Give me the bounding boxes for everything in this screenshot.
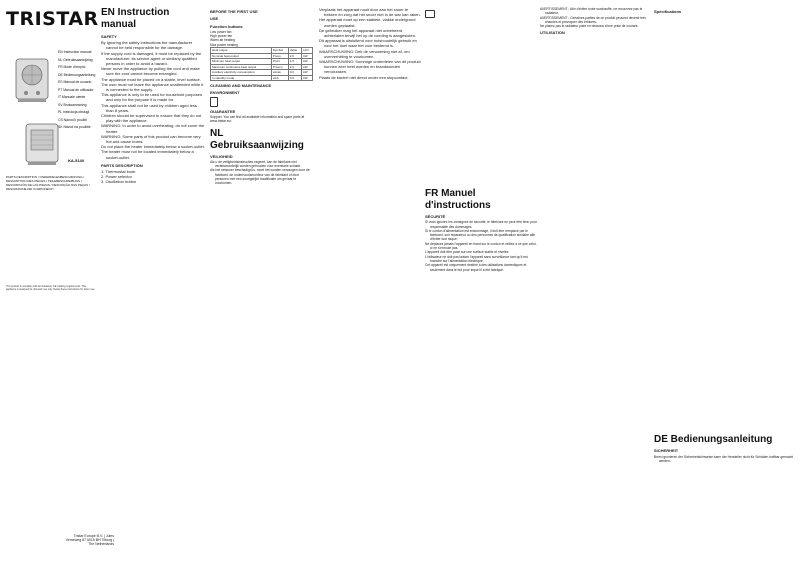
nl-bullet: Plaats de kachel niet direct onder een stopcontact. <box>319 74 409 80</box>
en-bullet: The user must not leave the appliance unattended while it is connected to the supply. <box>101 81 204 93</box>
nl-bullet: Dit apparaat is uitsluitend voor huishoudelijk gebruik en voor het doel waar het voor bestemd is. <box>319 38 417 49</box>
en-bullet: The heater must not be located immediately below a socket-outlet. <box>101 149 194 160</box>
en-bullet: This appliance is only to be used for household purposes and only for the purpose it is made for. <box>101 92 202 103</box>
nl-safety-heading: VEILIGHEID <box>210 153 233 159</box>
en-before-first-use: BEFORE THE FIRST USE <box>210 9 258 14</box>
recycle-bin-icon <box>210 97 218 107</box>
part-item: 3. Oscillation button <box>101 179 137 185</box>
en-bullet: Do not place the heater immediately below a socket-outlet. <box>101 144 205 150</box>
nl-environment-icon-row <box>425 10 538 18</box>
language-list <box>58 49 95 132</box>
nl-bullet: Als het netsnoer beschadigd is, moet het worden vervangen door de fabrikant, de onderhoudsmonteur van de fabrikant of door personen met een soortgelijke kwalificatie om gevaar te voorkomen. <box>210 168 310 186</box>
nl-column <box>319 7 422 80</box>
fr-bullet: L'utilisateur ne doit pas laisser l'appareil sans surveillance tant qu'il est branché sur l'alimentation électrique. <box>425 254 528 263</box>
fr-bullet: AVERTISSEMENT : Afin d'éviter toute surchauffe, ne recouvrez pas le radiateur. <box>540 7 643 16</box>
fr-safety-heading: SÉCURITÉ <box>425 214 446 219</box>
fr-bullet: Si le cordon d'alimentation est endommagé, il doit être remplacé par le fabricant, son réparateur ou des personnes de qualification similaire afin d'éviter tout risque. <box>425 228 536 242</box>
language-item: PT Manual de utilizador <box>58 87 94 92</box>
table-row: Auxiliary electricity consumption elmax 0.0 kW <box>211 70 313 76</box>
fr-bullet: Ne déplacez jamais l'appareil en tirant sur le cordon et veillez à ce que celui-ci ne s'enroule pas. <box>425 241 537 251</box>
table-row: In standby mode elsb 0.0 kW <box>211 75 313 81</box>
fr-bullet: Cet appareil est uniquement destiné à des utilisations domestiques et seulement dans le but pour lequel il a été fabriqué. <box>425 263 527 272</box>
en-bullet: If the supply cord is damaged, it must be replaced by the manufacturer, its service agent or similarly qualified persons in order to avoid a hazard. <box>101 50 202 67</box>
en-bullet: WARNING: Some parts of this product can become very hot and cause burns. <box>101 133 201 145</box>
en-column-continued <box>210 7 313 186</box>
fr-bullet: L'appareil doit être posé sur une surface stable et nivelée. <box>425 250 510 255</box>
en-spec-table <box>210 47 313 81</box>
brand-logo: TRISTAR <box>6 8 99 30</box>
en-setting: High power fan <box>210 34 233 39</box>
part-item: 1. Thermostat knob <box>101 169 136 175</box>
language-item: SV Bruksanvisning <box>58 102 87 107</box>
table-row: Nominal heat output Pnom 2.0 kW <box>211 53 313 59</box>
nl-bullet: Het apparaat moet op een stabiele, vlakke ondergrond worden geplaatst. <box>319 17 416 28</box>
parts-description-multilang: PARTS DESCRIPTION / ONDERDELENBESCHRIJVING / DESCRIPTION DES PIÈCES / TEILEBESCHREIBUNG / DESCRIPCIÓN DE LAS PIEZAS / DESCRIÇÃO DAS PEÇAS / DESCRIZIONE DEI COMPONENTI <box>6 175 90 191</box>
fr-bullet: Ne placez pas le radiateur juste en dessous d'une prise de courant. <box>540 24 639 29</box>
ce-mark-icon <box>425 10 435 18</box>
en-use-heading: USE <box>210 16 219 22</box>
fr-title: FR Manuel d'instructions <box>425 188 491 211</box>
part-item: 2. Power selector <box>101 174 132 180</box>
en-guarantee-heading: GUARANTEE <box>210 108 236 114</box>
language-item: EN Instruction manual <box>58 50 92 54</box>
en-cleaning-heading: CLEANING AND MAINTENANCE <box>210 83 272 89</box>
en-bullet: Children should be supervised to ensure that they do not play with the appliance. <box>101 113 202 124</box>
en-title: EN Instruction manual <box>101 7 170 30</box>
nl-bullet: Verplaats het apparaat nooit door aan het snoer te trekken en zorg dat het snoer niet in de war kan raken. <box>319 7 421 18</box>
language-item: CS Návod k použití <box>58 117 88 122</box>
language-item: NL Gebruiksaanwijzing <box>58 57 93 62</box>
en-setting: Max power heating <box>210 42 238 47</box>
language-item: ES Manual de usuario <box>58 80 92 84</box>
en-safety-heading: SAFETY <box>101 34 117 39</box>
nl-title: NL Gebruiksaanwijzing <box>210 127 304 151</box>
de-safety-heading: SICHERHEIT <box>654 448 679 454</box>
company-address: Tristar Europe B.V. | Jules Verneweg 87 5015 BH Tilburg | The Netherlands <box>65 534 114 547</box>
en-function-buttons: Function buttons <box>210 23 243 29</box>
en-bullet: By ignoring the safety instructions the manufacturer cannot be held responsible for the damage. <box>101 40 193 51</box>
fr-specs-heading: Spécifications <box>654 9 682 14</box>
model-number: KA-5140 <box>68 158 85 163</box>
heater-back-illustration <box>22 120 62 168</box>
language-item: DE Bedienungsanleitung <box>58 72 96 77</box>
language-item: PL Instrukcja obsługi <box>58 110 90 114</box>
heater-front-illustration <box>12 55 52 105</box>
table-row: Maximum continuous heat output Pmax,c 2.0 kW <box>211 64 313 70</box>
nl-bullet: WAARSCHUWING: Sommige onderdelen van dit product kunnen zeer heet worden en brandwonden veroorzaken. <box>319 59 421 75</box>
table-row: Heat output Symbol Value Unit <box>211 48 313 54</box>
fr-use-heading: UTILISATION <box>540 30 565 36</box>
parts-heading: PARTS DESCRIPTION <box>101 162 143 168</box>
fr-bullet: AVERTISSEMENT : Certaines parties de ce produit peuvent devenir très chaudes et provoquer des brûlures. <box>540 15 646 24</box>
nl-column-continued <box>425 7 538 272</box>
language-item: SK Návod na použitie <box>58 125 91 129</box>
en-bullet: The appliance must be placed on a stable, level surface. <box>101 76 201 82</box>
nl-bullet: WAARSCHUWING: Dek de verwarming niet af, om oververhitting te voorkomen. <box>319 48 410 59</box>
en-setting: Low power fan <box>210 29 232 34</box>
table-row: Minimum heat output Pmin 1.0 kW <box>211 59 313 65</box>
en-column <box>101 7 205 185</box>
language-item: IT Manuale utente <box>58 95 86 99</box>
en-bullet: This appliance shall not be used by children aged less than 8 years. <box>101 102 197 113</box>
compliance-note: This product is compliant with all mandatory CE marking requirements. This appliance is designed for domestic use only. Retain these instructions for future use. <box>6 285 95 292</box>
de-title: DE Bedienungsanleitung <box>654 434 773 446</box>
language-item: FR Mode d'emploi <box>58 65 86 69</box>
fr-bullet: Si vous ignorez les consignes de sécurité, le fabricant ne peut être tenu pour responsable des dommages. <box>425 220 537 229</box>
de-bullet: Beim Ignorieren der Sicherheitshinweise kann der Hersteller nicht für Schäden haftbar gemacht werden. <box>654 454 794 463</box>
fr-de-column <box>654 7 798 463</box>
en-setting: Warm air heating <box>210 38 235 43</box>
en-bullet: WARNING: In order to avoid overheating, do not cover the heater. <box>101 123 205 134</box>
fr-column <box>540 7 649 37</box>
en-bullet: Never move the appliance by pulling the cord and make sure the cord cannot become entangled. <box>101 66 200 77</box>
en-support: Support: You can find all available information and spare parts at www.tristar.eu! <box>210 114 305 124</box>
nl-bullet: Als u de veiligheidsinstructies negeert, kan de fabrikant niet verantwoordelijk worden gehouden voor eventuele schade. <box>210 159 302 169</box>
en-environment-heading: ENVIRONMENT <box>210 90 240 96</box>
nl-bullet: De gebruiker mag het apparaat niet onbeheerd achterlaten terwijl het op de voeding is aangesloten. <box>319 27 417 39</box>
